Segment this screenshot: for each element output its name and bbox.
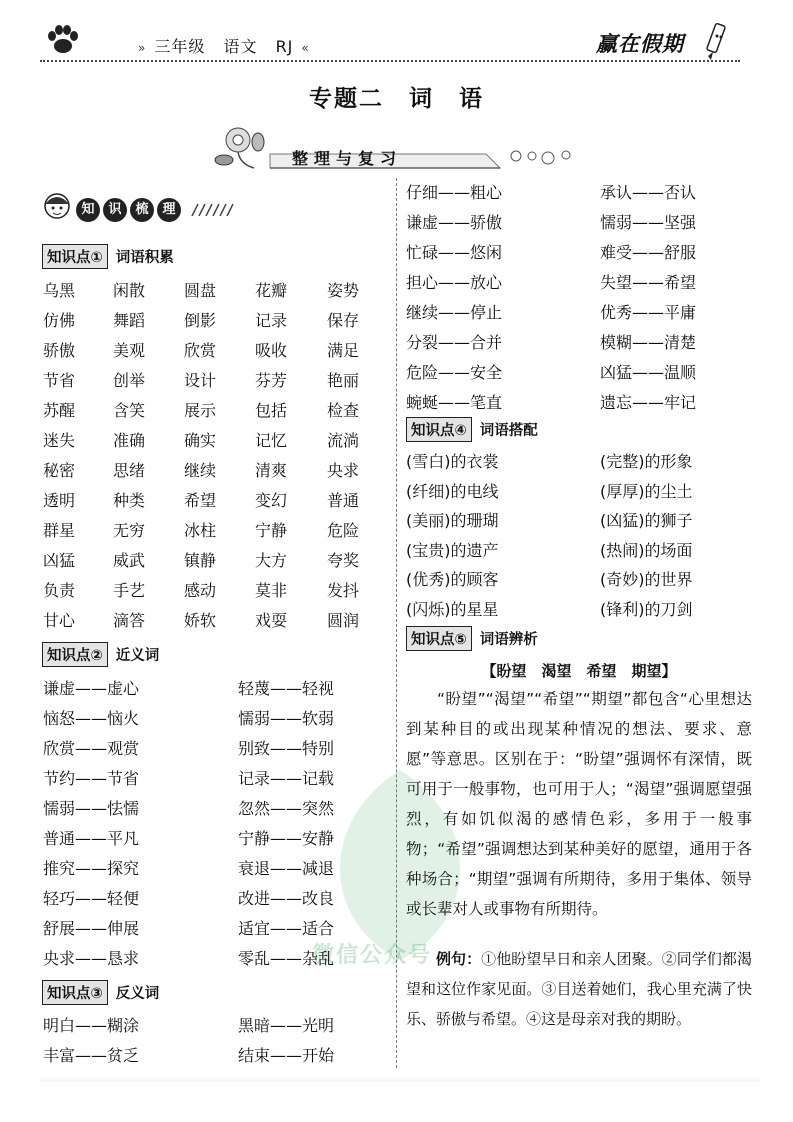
antonym-pair: 蜿蜒——笔直 <box>406 393 503 412</box>
brand-logo: 赢在假期 <box>596 32 684 56</box>
word-cell: 乌黑 <box>43 281 76 300</box>
word-cell: 负责 <box>43 581 76 600</box>
word-cell: 确实 <box>184 431 217 450</box>
word-cell: 欣赏 <box>184 341 217 360</box>
section-5-paragraph: “盼望”“渴望”“希望”“期望”都包含“心里想达到某种目的或出现某种情况的想法、要求、意愿”等意思。区别在于：“盼望”强调怀有深情，既可用于一般事物，也可用于人；“渴望”强调愿望强烈，有如饥似渴的感情色彩，多用于一般事物；“希望”强调想达到某种美好的愿望，通用于各种场合；“期望”强调有所期待，多用于集体、领导或长辈对人或事物有所期待。 <box>406 690 752 918</box>
word-cell: 骄傲 <box>43 341 76 360</box>
knowledge-header <box>40 190 240 226</box>
word-cell: 威武 <box>113 551 146 570</box>
antonym-pair: 模糊——清楚 <box>600 333 697 352</box>
section-4-title: 词语搭配 <box>479 423 538 439</box>
page-footer <box>40 1076 760 1082</box>
hatch-decoration <box>190 204 236 216</box>
word-cell: 倒影 <box>184 311 217 330</box>
edition-label: RJ <box>275 37 294 56</box>
synonym-pair: 推究——探究 <box>43 859 140 878</box>
synonym-pair: 改进——改良 <box>238 889 335 908</box>
knowledge-char-4: 理 <box>157 198 181 222</box>
word-cell: 圆润 <box>327 611 360 630</box>
collocation-pair: (奇妙)的世界 <box>600 570 693 589</box>
word-cell: 含笑 <box>113 401 146 420</box>
word-cell: 普通 <box>327 491 360 510</box>
word-cell: 吸收 <box>255 341 288 360</box>
word-cell: 继续 <box>184 461 217 480</box>
antonym-pair: 危险——安全 <box>406 363 503 382</box>
word-cell: 甘心 <box>43 611 76 630</box>
subject-label: 语文 <box>223 37 258 56</box>
word-cell: 央求 <box>327 461 360 480</box>
synonym-pair: 谦虚——虚心 <box>43 679 140 698</box>
collocation-pair: (锋利)的刀剑 <box>600 599 693 619</box>
synonym-pair: 恼怒——恼火 <box>43 709 140 728</box>
section-5-heading <box>406 626 538 651</box>
antonym-pair: 担心——放心 <box>406 273 503 292</box>
word-cell: 种类 <box>113 491 146 510</box>
section-5-subtitle: 【盼望 渴望 希望 期望】 <box>481 662 677 680</box>
antonym-pair: 继续——停止 <box>406 303 503 322</box>
collocation-pair: (完整)的形象 <box>600 452 693 471</box>
collocation-pair: (纤细)的电线 <box>406 481 499 501</box>
antonym-pair: 忙碌——悠闲 <box>406 243 503 262</box>
antonym-pair: 优秀——平庸 <box>600 303 697 322</box>
header-rule <box>40 60 740 62</box>
word-cell: 花瓣 <box>255 281 288 300</box>
antonym-pair: 丰富——贫乏 <box>43 1046 140 1065</box>
antonym-pair: 分裂——合并 <box>406 333 503 352</box>
chevron-left-icon: « <box>301 41 310 55</box>
section-3-heading <box>42 980 159 1005</box>
section-2-label: 知识点② <box>42 642 108 667</box>
antonym-pair: 失望——希望 <box>600 273 697 292</box>
synonym-pair: 节约——节省 <box>43 769 140 788</box>
word-cell: 镇静 <box>184 551 217 570</box>
synonym-pair: 央求——恳求 <box>43 949 140 968</box>
word-cell: 手艺 <box>113 581 146 600</box>
synonym-pair: 忽然——突然 <box>238 799 335 818</box>
knowledge-char-1: 知 <box>76 198 100 222</box>
word-cell: 芬芳 <box>255 371 288 390</box>
collocation-pair: (闪烁)的星星 <box>406 599 499 619</box>
synonym-pair: 舒展——伸展 <box>43 919 140 938</box>
word-cell: 透明 <box>43 491 76 510</box>
synonym-pair: 适宜——适合 <box>238 919 335 938</box>
pencil-mascot-icon <box>702 22 730 62</box>
word-cell: 感动 <box>184 581 217 600</box>
antonym-pair: 难受——舒服 <box>600 243 697 262</box>
word-cell: 娇软 <box>184 611 217 630</box>
section-1-title: 词语积累 <box>115 250 174 266</box>
antonym-pair: 承认——否认 <box>600 183 697 202</box>
collocation-pair: (厚厚)的尘土 <box>600 481 693 501</box>
collocation-pair: (美丽)的珊瑚 <box>406 511 499 530</box>
antonym-pair: 仔细——粗心 <box>406 183 503 202</box>
grade-line <box>130 34 318 57</box>
antonym-pair: 明白——糊涂 <box>43 1016 140 1035</box>
word-cell: 滴答 <box>113 611 146 630</box>
antonym-pair: 懦弱——坚强 <box>600 213 697 232</box>
example-label: 例句： <box>436 950 482 968</box>
word-cell: 创举 <box>113 371 146 390</box>
child-avatar-icon <box>40 190 74 226</box>
word-cell: 冰柱 <box>184 521 217 540</box>
word-cell: 流淌 <box>327 431 360 450</box>
section-2-heading <box>42 642 159 667</box>
word-cell: 展示 <box>184 401 217 420</box>
word-cell: 苏醒 <box>43 401 76 420</box>
synonym-pair: 记录——记载 <box>238 769 335 788</box>
word-cell: 圆盘 <box>184 281 217 300</box>
section-4-label: 知识点④ <box>406 417 472 442</box>
word-cell: 艳丽 <box>327 371 360 390</box>
synonym-pair: 衰退——减退 <box>238 859 335 878</box>
antonym-pair: 凶猛——温顺 <box>600 363 697 382</box>
word-cell: 准确 <box>113 431 146 450</box>
word-cell: 秘密 <box>43 461 76 480</box>
word-cell: 姿势 <box>327 281 360 300</box>
word-cell: 保存 <box>327 311 360 330</box>
word-cell: 大方 <box>255 551 288 570</box>
word-cell: 无穷 <box>113 521 146 540</box>
word-cell: 发抖 <box>327 581 360 600</box>
banner-title: 整理与复习 <box>292 149 403 168</box>
word-cell: 迷失 <box>43 431 76 450</box>
section-5-label: 知识点⑤ <box>406 626 472 651</box>
page-header <box>40 22 740 64</box>
page-title: 专题二 词 语 <box>309 86 484 112</box>
word-cell: 舞蹈 <box>113 311 146 330</box>
word-cell: 莫非 <box>255 581 288 600</box>
word-cell: 记录 <box>255 311 288 330</box>
collocation-pair: (雪白)的衣裳 <box>406 452 499 471</box>
word-cell: 包括 <box>255 401 288 420</box>
antonym-pair: 遗忘——牢记 <box>600 393 697 412</box>
antonym-pair: 谦虚——骄傲 <box>406 213 503 232</box>
word-cell: 希望 <box>184 491 217 510</box>
synonym-pair: 别致——特别 <box>238 739 335 758</box>
word-cell: 满足 <box>327 341 360 360</box>
word-cell: 美观 <box>113 341 146 360</box>
synonym-pair: 轻巧——轻便 <box>43 889 140 908</box>
word-cell: 夸奖 <box>327 551 360 570</box>
section-4-heading <box>406 417 538 442</box>
synonym-pair: 懦弱——怯懦 <box>43 799 140 818</box>
grade-label: 三年级 <box>154 37 206 56</box>
word-cell: 仿佛 <box>43 311 76 330</box>
section-3-label: 知识点③ <box>42 980 108 1005</box>
collocation-pair: (优秀)的顾客 <box>406 570 499 589</box>
synonym-pair: 欣赏——观赏 <box>43 739 140 758</box>
word-cell: 群星 <box>43 521 76 540</box>
section-5-example <box>406 944 752 1034</box>
word-cell: 设计 <box>184 371 217 390</box>
synonym-pair: 零乱——杂乱 <box>238 949 335 968</box>
synonym-pair: 宁静——安静 <box>238 829 335 848</box>
section-1-heading <box>42 244 174 269</box>
word-cell: 凶猛 <box>43 551 76 570</box>
word-cell: 思绪 <box>113 461 146 480</box>
synonym-pair: 普通——平凡 <box>43 829 140 848</box>
synonym-pair: 懦弱——软弱 <box>238 709 335 728</box>
word-cell: 闲散 <box>113 281 146 300</box>
word-cell: 清爽 <box>255 461 288 480</box>
word-cell: 记忆 <box>255 431 288 450</box>
word-cell: 危险 <box>327 521 360 540</box>
chevron-right-icon: » <box>138 41 147 55</box>
example-text: ①他盼望早日和亲人团聚。②同学们都渴望和这位作家见面。③目送着她们，我心里充满了快乐、骄傲与希望。④这是母亲对我的期盼。 <box>406 950 752 1028</box>
knowledge-char-2: 识 <box>103 198 127 222</box>
synonym-pair: 轻蔑——轻视 <box>238 679 335 698</box>
collocation-pair: (凶猛)的狮子 <box>600 511 693 530</box>
collocation-pair: (宝贵)的遗产 <box>406 540 499 560</box>
word-cell: 变幻 <box>255 491 288 510</box>
knowledge-char-3: 梳 <box>130 198 154 222</box>
paw-icon <box>46 24 80 56</box>
section-1-label: 知识点① <box>42 244 108 269</box>
collocation-pair: (热闹)的场面 <box>600 540 693 560</box>
section-5-title: 词语辨析 <box>479 632 538 648</box>
word-cell: 戏耍 <box>255 611 288 630</box>
section-3-title: 反义词 <box>115 986 160 1002</box>
word-cell: 节省 <box>43 371 76 390</box>
antonym-pair: 黑暗——光明 <box>238 1016 335 1035</box>
word-cell: 检查 <box>327 401 360 420</box>
section-2-title: 近义词 <box>115 648 160 664</box>
antonym-pair: 结束——开始 <box>238 1046 335 1065</box>
word-cell: 宁静 <box>255 521 288 540</box>
watermark-text: 微信公众号 <box>312 943 433 968</box>
